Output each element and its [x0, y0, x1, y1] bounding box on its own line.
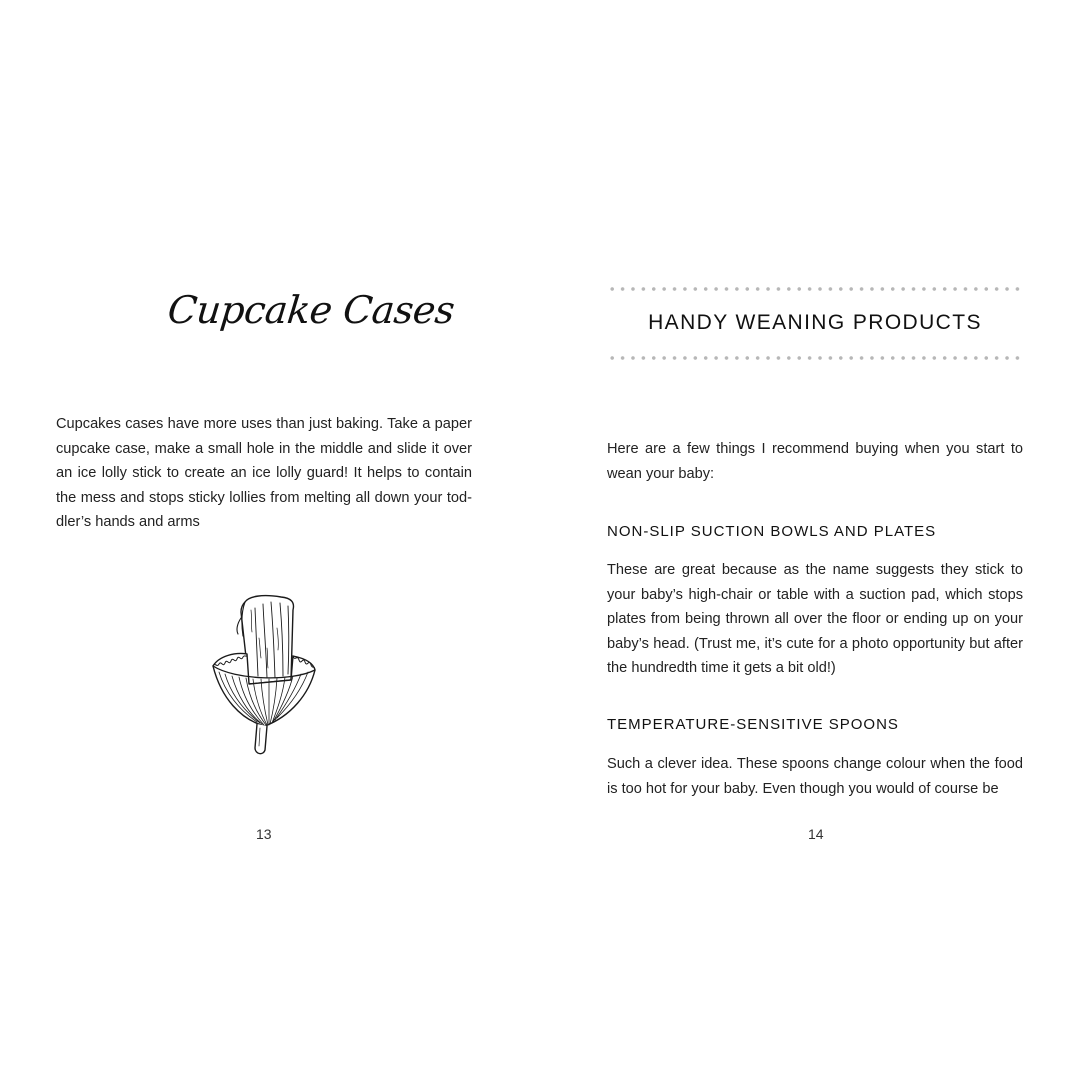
- dotted-divider: [607, 355, 1023, 361]
- body-paragraph: These are great because as the name suggests they stick to your baby’s high-chair or table with a suction pad, which stops plates from being thrown all over the floor or ending up on your baby’s head. (Trust me, it’s cute for a photo opportunity but after the hundredth time it gets a bit old!): [607, 562, 1023, 676]
- subheading: NON-SLIP SUCTION BOWLS AND PLATES: [607, 523, 937, 540]
- body-paragraph: Cupcakes cases have more uses than just baking. Take a paper cupcake case, make a small hole in the middle and slide it over an ice lolly stick to create an ice lolly guard! It helps to contain the mess and stops sticky lollies from melting all down your toddler’s hands and arms: [56, 416, 472, 530]
- page-number: 13: [256, 826, 272, 842]
- section-title: HANDY WEANING PRODUCTS: [648, 311, 982, 334]
- page-number: 14: [808, 826, 824, 842]
- page-title: Cupcake Cases: [165, 288, 457, 332]
- body-paragraph: Such a clever idea. These spoons change colour when the food is too hot for your baby. Even though you would of course be: [607, 756, 1023, 797]
- ice-lolly-in-cupcake-case-illustration: [205, 588, 320, 763]
- subheading: TEMPERATURE-SENSITIVE SPOONS: [607, 716, 899, 733]
- right-page: [540, 0, 1080, 1080]
- dotted-divider: [607, 286, 1023, 292]
- intro-paragraph: Here are a few things I recommend buying when you start to wean your baby:: [607, 441, 1023, 482]
